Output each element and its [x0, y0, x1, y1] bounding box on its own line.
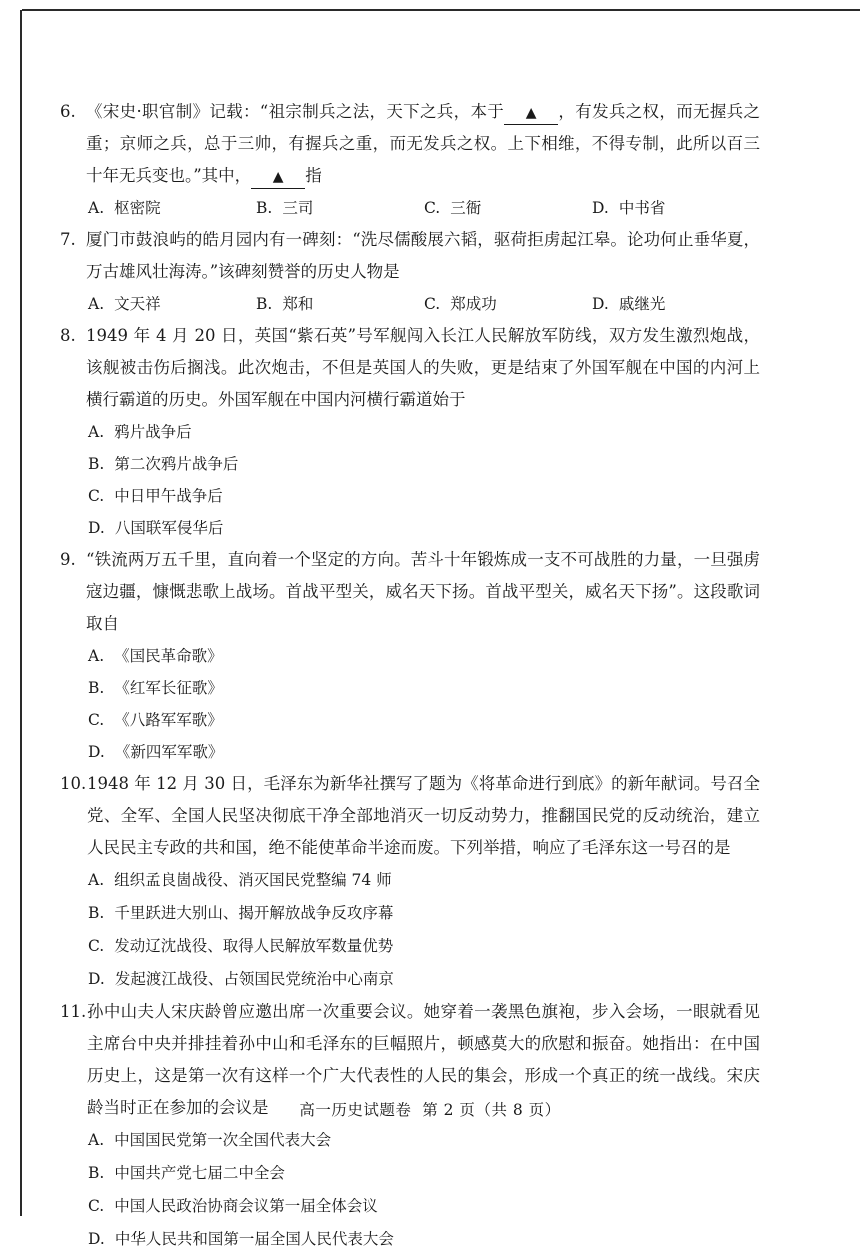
option-c[interactable]: C. 发动辽沈战役、取得人民解放军数量优势	[88, 937, 394, 955]
question-number: 9.	[60, 550, 76, 569]
option-d[interactable]: D. 发起渡江战役、占领国民党统治中心南京	[88, 970, 394, 988]
option-d[interactable]: D. 戚继光	[592, 295, 666, 313]
question-number: 11.	[60, 1002, 87, 1021]
options	[60, 864, 760, 996]
option-b[interactable]: B. 千里跃进大别山、揭开解放战争反攻序幕	[88, 904, 394, 922]
option-a[interactable]: A. 中国国民党第一次全国代表大会	[88, 1131, 332, 1149]
options	[60, 1124, 760, 1256]
scan-edge-left	[20, 10, 22, 1216]
options	[60, 640, 760, 768]
option-c[interactable]: C. 中国人民政治协商会议第一届全体会议	[88, 1197, 378, 1215]
question-7	[60, 224, 760, 288]
options	[60, 416, 760, 544]
question-9	[60, 544, 760, 640]
option-a[interactable]: A. 鸦片战争后	[88, 423, 192, 441]
question-list	[60, 96, 760, 1256]
question-6	[60, 96, 760, 192]
options	[60, 192, 760, 224]
question-stem: 厦门市鼓浪屿的皓月园内有一碑刻：“洗尽儒酸展六韬，驱荷拒虏起江皋。论功何止垂华夏，万古雄风壮海涛。”该碑刻赞誉的历史人物是	[86, 230, 760, 281]
option-b[interactable]: B. 第二次鸦片战争后	[88, 455, 239, 473]
page-total: （共 8 页）	[475, 1101, 561, 1119]
scan-edge-top	[22, 9, 860, 11]
answer-blank: ▲	[251, 166, 305, 189]
option-b[interactable]: B. 三司	[256, 199, 314, 217]
option-a[interactable]: A. 组织孟良崮战役、消灭国民党整编 74 师	[88, 871, 392, 889]
question-stem: 孙中山夫人宋庆龄曾应邀出席一次重要会议。她穿着一袭黑色旗袍，步入会场，一眼就看见主席台中央并排挂着孙中山和毛泽东的巨幅照片，顿感莫大的欣慰和振奋。她指出：在中国历史上，这是第一次有这样一个广大代表性的人民的集会，形成一个真正的统一战线。宋庆龄当时正在参加的会议是	[87, 1002, 760, 1117]
question-stem: 《宋史·职官制》记载：“祖宗制兵之法，天下之兵，本于 ▲ ，有发兵之权，而无握兵之重；京师之兵，总于三帅，有握兵之重，而无发兵之权。上下相维，不得专制，此所以百三十年无兵变也。”其中， ▲ 指	[60, 96, 760, 192]
option-d[interactable]: D. 《新四军军歌》	[88, 743, 224, 761]
option-d[interactable]: D. 中书省	[592, 199, 666, 217]
option-d[interactable]: D. 中华人民共和国第一届全国人民代表大会	[88, 1230, 394, 1248]
question-10	[60, 768, 760, 864]
question-number: 6.	[60, 102, 76, 121]
exam-title: 高一历史试题卷	[299, 1101, 412, 1119]
page-footer	[0, 1098, 860, 1120]
option-b[interactable]: B. 中国共产党七届二中全会	[88, 1164, 285, 1182]
option-a[interactable]: A. 文天祥	[88, 295, 161, 313]
page-number: 第 2 页	[422, 1101, 476, 1119]
option-d[interactable]: D. 八国联军侵华后	[88, 519, 224, 537]
question-number: 10.	[60, 774, 87, 793]
option-c[interactable]: C. 三衙	[424, 199, 482, 217]
question-8	[60, 320, 760, 416]
option-b[interactable]: B. 《红军长征歌》	[88, 679, 223, 697]
question-stem: 1948 年 12 月 30 日，毛泽东为新华社撰写了题为《将革命进行到底》的新年献词。号召全党、全军、全国人民坚决彻底干净全部地消灭一切反动势力，推翻国民党的反动统治，建立人民民主专政的共和国，绝不能使革命半途而废。下列举措，响应了毛泽东这一号召的是	[87, 774, 760, 857]
options	[60, 288, 760, 320]
option-c[interactable]: C. 郑成功	[424, 295, 497, 313]
answer-blank: ▲	[504, 102, 558, 125]
question-number: 8.	[60, 326, 76, 345]
question-stem: “铁流两万五千里，直向着一个坚定的方向。苦斗十年锻炼成一支不可战胜的力量，一旦强虏寇边疆，慷慨悲歌上战场。首战平型关，威名天下扬。首战平型关，威名天下扬”。这段歌词取自	[86, 550, 760, 633]
question-number: 7.	[60, 230, 76, 249]
option-a[interactable]: A. 《国民革命歌》	[88, 647, 223, 665]
option-a[interactable]: A. 枢密院	[88, 199, 161, 217]
option-c[interactable]: C. 《八路军军歌》	[88, 711, 223, 729]
question-stem: 1949 年 4 月 20 日，英国“紫石英”号军舰闯入长江人民解放军防线，双方发生激烈炮战，该舰被击伤后搁浅。此次炮击，不但是英国人的失败，更是结束了外国军舰在中国的内河上横行霸道的历史。外国军舰在中国内河横行霸道始于	[86, 326, 760, 409]
option-c[interactable]: C. 中日甲午战争后	[88, 487, 223, 505]
option-b[interactable]: B. 郑和	[256, 295, 314, 313]
